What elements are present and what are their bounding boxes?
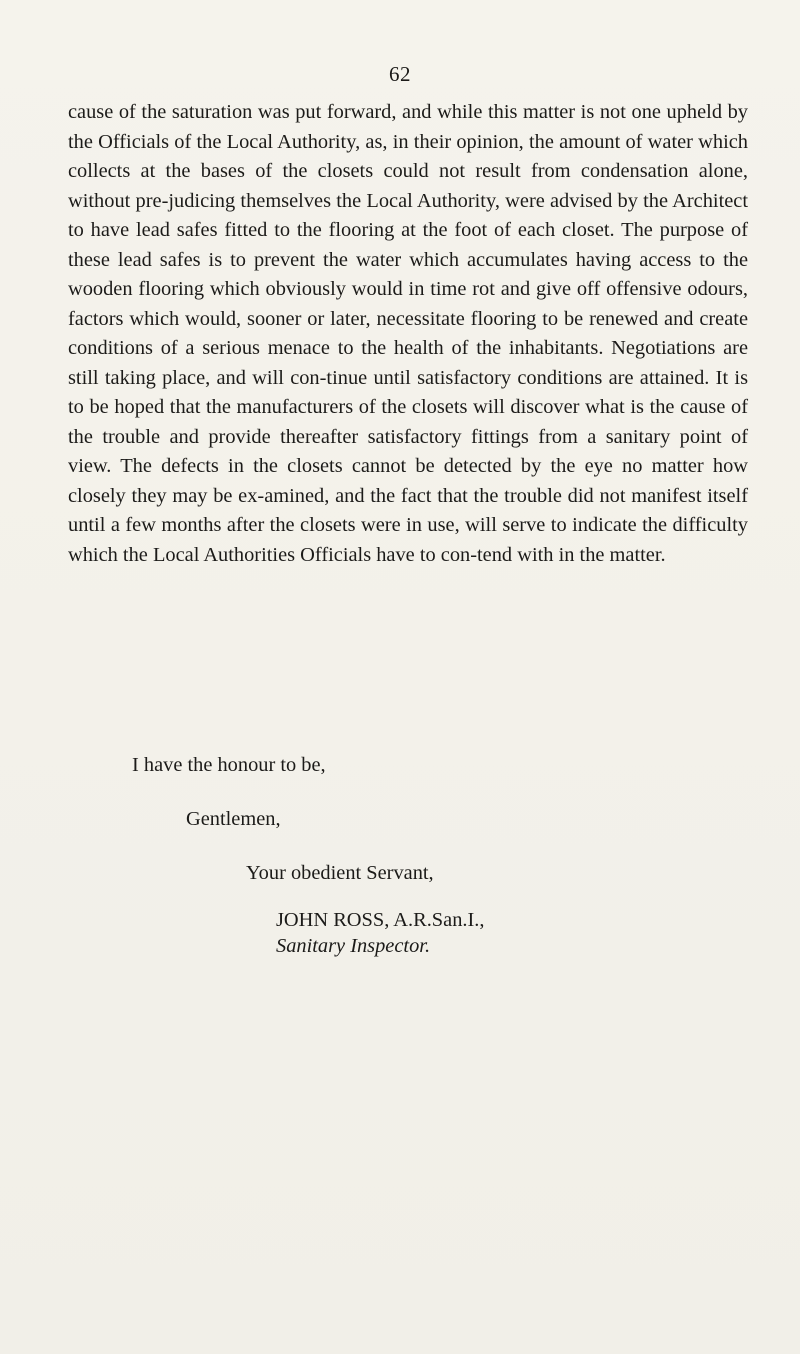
closing-servant-line: Your obedient Servant, xyxy=(246,862,434,884)
signatory-title: Sanitary Inspector. xyxy=(276,935,431,957)
page-number: 62 xyxy=(389,62,411,86)
closing-honour-line: I have the honour to be, xyxy=(132,754,326,776)
closing-salutation: Gentlemen, xyxy=(186,808,281,830)
body-paragraph: cause of the saturation was put forward, and while this matter is not one upheld by the Officials of the Local Authority, as, in their opinion, the amount of water which collects at the bases of the closets could not result from condensation alone, without pre-judicing themselves the Local Authority, were advised by the Architect to have lead safes fitted to the flooring at the foot of each closet. The purpose of these lead safes is to prevent the water which accumulates having access to the wooden flooring which obviously would in time rot and give off offensive odours, factors which would, sooner or later, necessitate flooring to be renewed and create conditions of a serious menace to the health of the inhabitants. Negotiations are still taking place, and will con-tinue until satisfactory conditions are attained. It is to be hoped that the manufacturers of the closets will discover what is the cause of the trouble and provide thereafter satisfactory fittings from a sanitary point of view. The defects in the closets cannot be detected by the eye no matter how closely they may be ex-amined, and the fact that the trouble did not manifest itself until a few months after the closets were in use, will serve to indicate the difficulty which the Local Authorities Officials have to con-tend with in the matter. xyxy=(68,101,748,566)
signatory-name: JOHN ROSS, A.R.San.I., xyxy=(276,909,485,931)
